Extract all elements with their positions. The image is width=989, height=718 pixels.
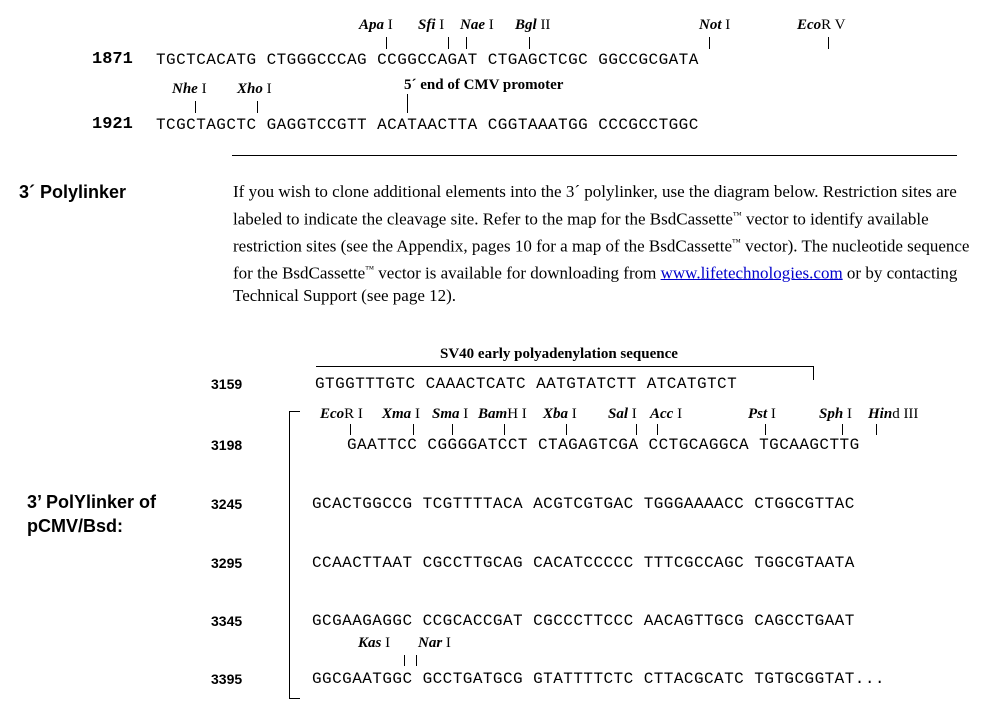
seq-number: 3198 [211, 437, 243, 453]
site-nar-i: Nar I [418, 635, 451, 651]
site-xma-i: Xma I [382, 406, 420, 422]
tick-not [709, 37, 710, 49]
seq-line: GGCGAATGGC GCCTGATGCG GTATTTTCTC CTTACGCATC TGTGCGGTAT... [312, 670, 885, 688]
site-sfi-i: Sfi I [418, 17, 445, 33]
site-xho-i: Xho I [237, 81, 272, 97]
tick-sma [452, 424, 453, 435]
tick-pst [765, 424, 766, 435]
seq-number: 1921 [92, 115, 133, 134]
section-divider [232, 155, 957, 156]
tick-nhe [195, 101, 196, 113]
seq-number: 3245 [211, 496, 243, 512]
polylinker-bracket-top [289, 411, 300, 412]
site-sph-i: Sph I [819, 406, 852, 422]
sv40-bracket [316, 366, 813, 367]
site-nae-i: Nae I [460, 17, 494, 33]
site-xba-i: Xba I [543, 406, 577, 422]
seq-line: GCGAAGAGGC CCGCACCGAT CGCCCTTCCC AACAGTTGCG CAGCCTGAAT [312, 612, 855, 630]
section-paragraph: If you wish to clone additional elements into the 3´ polylinker, use the diagram below. Restriction sites are labeled to indicate the cleavage site. Refer to the map for the BsdCassette™ vector to identify available restriction sites (see the Appendix, pages 10 for a map of the BsdCassette™ vector). The nucleotide sequence for the BsdCassette™ vector is available for downloading from www.lifetechnologies.com or by contacting Technical Support (see page 12). [233, 182, 970, 305]
seq-number: 3395 [211, 671, 243, 687]
tick-bamh [504, 424, 505, 435]
seq-line: GCACTGGCCG TCGTTTTACA ACGTCGTGAC TGGGAAAACC CTGGCGTTAC [312, 495, 855, 513]
cmv-promoter-label: 5´ end of CMV promoter [404, 77, 564, 93]
tick-sph [842, 424, 843, 435]
site-not-i: Not I [699, 17, 731, 33]
site-ecor-v: EcoR V [797, 17, 846, 33]
site-acc-i: Acc I [650, 406, 683, 422]
tick-xba [566, 424, 567, 435]
site-ecor-i: EcoR I [320, 406, 363, 422]
section-heading: 3´ Polylinker [19, 182, 127, 202]
sv40-label: SV40 early polyadenylation sequence [440, 346, 678, 362]
site-bamh-i: BamH I [478, 406, 527, 422]
sv40-bracket-end [813, 366, 814, 380]
site-nhe-i: Nhe I [172, 81, 207, 97]
lifetechnologies-link[interactable]: www.lifetechnologies.com [660, 263, 843, 283]
tick-nar [416, 655, 417, 666]
seq-line: GTGGTTTGTC CAAACTCATC AATGTATCTT ATCATGTCT [315, 375, 738, 393]
tick-ecor-i [350, 424, 351, 435]
tick-acc [657, 424, 658, 435]
tick-ecor-v [828, 37, 829, 49]
polylinker-side-label: 3’ PolYlinker of pCMV/Bsd: [27, 492, 157, 536]
polylinker-bracket-bottom [289, 698, 300, 699]
tick-xma [413, 424, 414, 435]
tick-kas [404, 655, 405, 666]
tick-apa [386, 37, 387, 49]
site-kas-i: Kas I [358, 635, 391, 651]
seq-number: 3295 [211, 555, 243, 571]
site-apa-i: Apa I [359, 17, 393, 33]
seq-line: TCGCTAGCTC GAGGTCCGTT ACATAACTTA CGGTAAATGG CCCGCCTGGC [156, 116, 699, 134]
site-pst-i: Pst I [748, 406, 776, 422]
tick-sal [636, 424, 637, 435]
seq-line: GAATTCC CGGGGATCCT CTAGAGTCGA CCTGCAGGCA TGCAAGCTTG [347, 436, 860, 454]
site-sal-i: Sal I [608, 406, 637, 422]
tick-sfi-2 [466, 37, 467, 49]
tick-sfi-1 [448, 37, 449, 49]
seq-line: TGCTCACATG CTGGGCCCAG CCGGCCAGAT CTGAGCTCGC GGCCGCGATA [156, 51, 699, 69]
seq-number: 3159 [211, 376, 243, 392]
tick-bgl [529, 37, 530, 49]
seq-line: CCAACTTAAT CGCCTTGCAG CACATCCCCC TTTCGCCAGC TGGCGTAATA [312, 554, 855, 572]
tick-xho [257, 101, 258, 113]
seq-number: 1871 [92, 50, 133, 69]
seq-number: 3345 [211, 613, 243, 629]
tick-hind [876, 424, 877, 435]
site-hindiii: Hind III [868, 406, 919, 422]
polylinker-bracket-side [289, 411, 290, 699]
site-sma-i: Sma I [432, 406, 469, 422]
tick-cmv [407, 94, 408, 113]
site-bgl-ii: Bgl II [515, 17, 551, 33]
